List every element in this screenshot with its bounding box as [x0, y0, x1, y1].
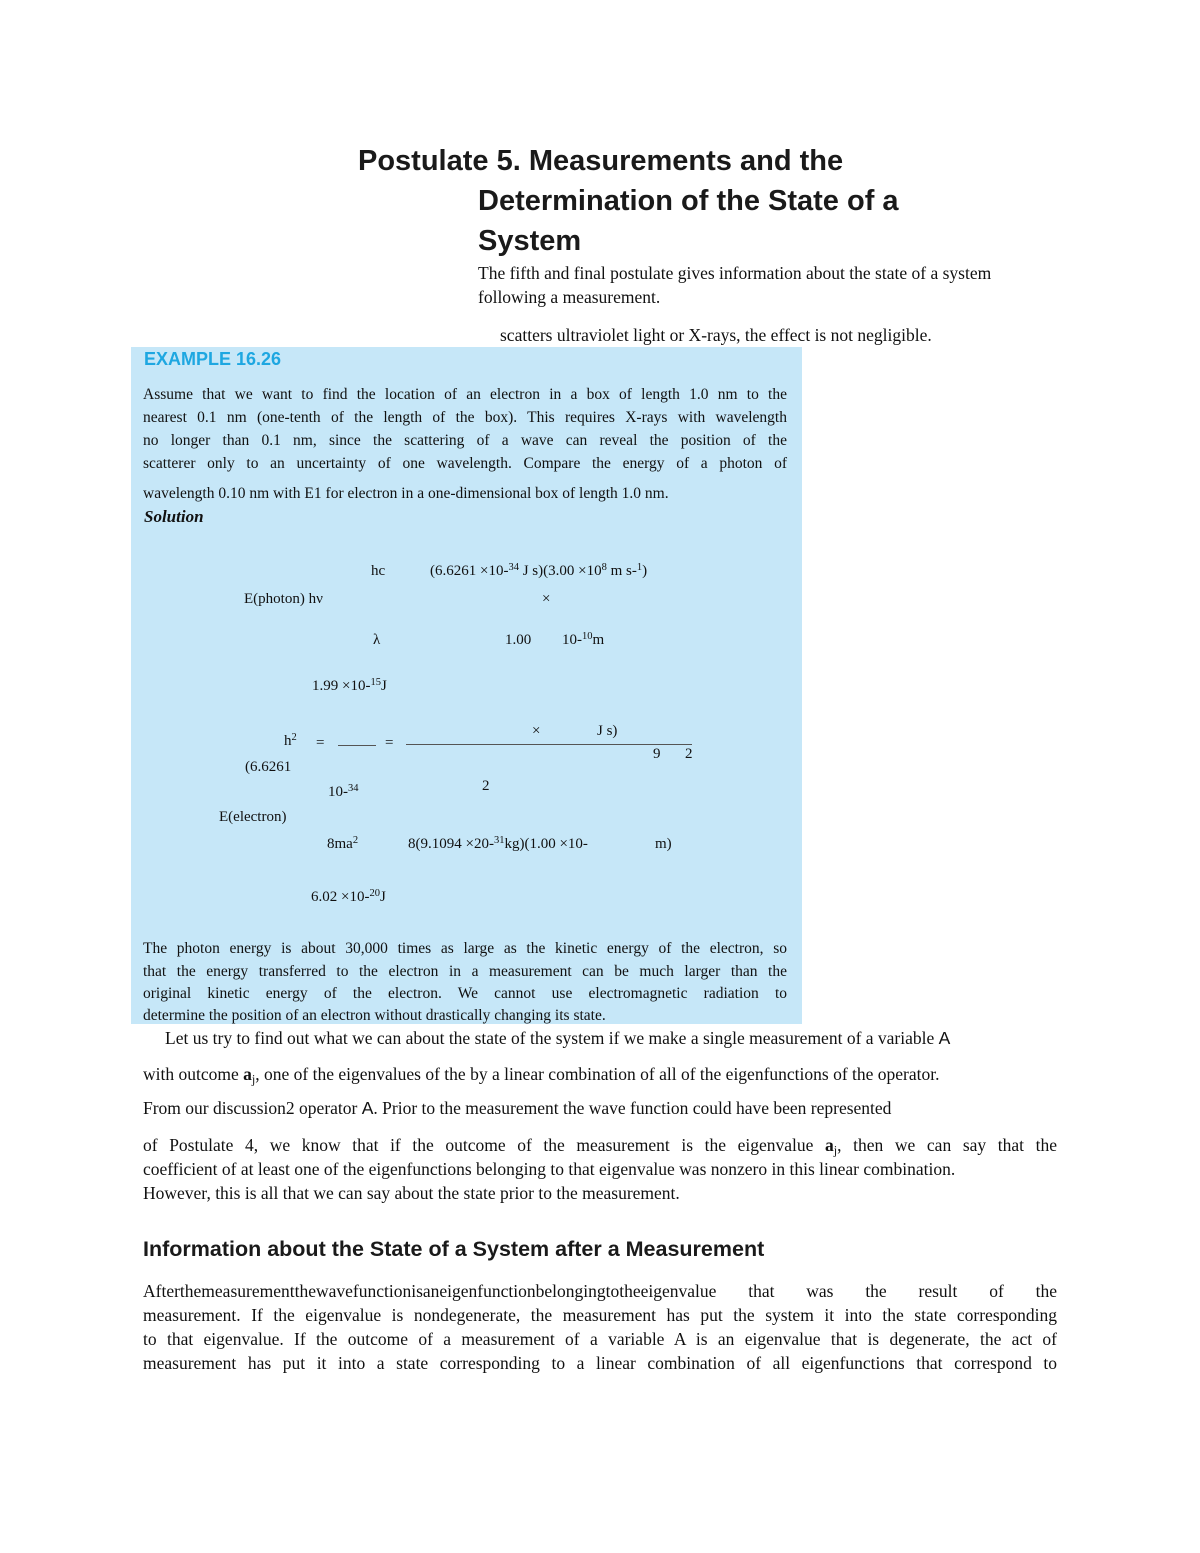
eq2-lhs: E(electron) [219, 809, 287, 825]
eq2-times: × [532, 723, 541, 739]
eq1-denominator-b: 10-$^{10}$m [562, 630, 605, 648]
solution-label: Solution [144, 507, 204, 526]
intro-text-line-2: following a measurement. [478, 287, 661, 307]
section-line-3: to that eigenvalue. If the outcome of a measurement of a variable A is an eigenvalue that is degenerate, the act of [143, 1329, 1057, 1349]
example-problem-line-4: scatterer only to an uncertainty of one wavelength. Compare the energy of a photon of [143, 455, 787, 472]
eq1-denominator-a: 1.00 [505, 632, 532, 648]
example-conclusion-line-3: original kinetic energy of the electron. We cannot use electromagnetic radiation to [143, 985, 787, 1002]
page-title-line-1: Postulate 5. Measurements and the [358, 145, 844, 177]
eq1-times: × [542, 591, 551, 607]
eq2-value: (6.6261 [245, 759, 292, 775]
example-conclusion-line-1: The photon energy is about 30,000 times as large as the kinetic energy of the electron, so [143, 940, 787, 957]
example-problem-line-5: wavelength 0.10 nm with E1 for electron in a one-dimensional box of length 1.0 nm. [143, 485, 669, 502]
eq2-equals-a: = [316, 735, 325, 751]
intro-text-line-1: The fifth and final postulate gives information about the state of a system [478, 263, 992, 283]
eq2-h-squared: $h^2$ [284, 731, 297, 749]
eq2-ten-power: 10-$^{34}$ [328, 782, 359, 800]
eq2-two-right: 2 [685, 746, 693, 762]
eq2-two-mid: 2 [482, 778, 490, 794]
eq2-fraction-bar-short [338, 745, 376, 746]
eq2-nine: 9 [653, 746, 661, 762]
example-title: EXAMPLE 16.26 [144, 349, 282, 369]
eq2-denominator-end: m) [655, 836, 672, 852]
eq2-equals-b: = [385, 735, 394, 751]
eq1-numerator: (6.6261 ×10-$^{34}$ J $s)(3.00 \times 10^8$ m s-$^1$) [430, 561, 648, 579]
page-title-line-3: System [478, 225, 582, 257]
body-line-4: of Postulate 4, we know that if the outcome of the measurement is the eigenvalue $a_j$, then we can say that the [143, 1135, 1057, 1158]
eq1-result: 1.99 ×10-$^{15}$J [312, 676, 387, 694]
body-line-3: From our discussion2 operator A. Prior to the measurement the wave function could have been represented [143, 1098, 892, 1118]
eq2-js: J s) [597, 723, 618, 739]
example-conclusion-line-4: determine the position of an electron without drastically changing its state. [143, 1007, 606, 1024]
section-line-2: measurement. If the eigenvalue is nondegenerate, the measurement has put the system it into the state corresponding [143, 1305, 1057, 1325]
example-problem-line-3: no longer than 0.1 nm, since the scattering of a wave can reveal the position of the [143, 432, 787, 449]
eq1-lhs: E(photon) hν [244, 591, 323, 607]
section-line-1: Afterthemeasurementthewavefunctionisaneigenfunctionbelongingtotheeigenvalue that was the result of the [143, 1281, 1057, 1301]
example-problem-line-1: Assume that we want to find the location of an electron in a box of length 1.0 nm to the [143, 386, 787, 403]
eq2-denominator-left: $8ma^2$ [327, 834, 359, 852]
section-line-4: measurement has put it into a state corresponding to a linear combination of all eigenfunctions that correspond to [143, 1353, 1057, 1373]
eq2-result: 6.02 ×10-$^{20}$J [311, 887, 386, 905]
page-title-line-2: Determination of the State of a [478, 185, 899, 217]
eq1-lambda: λ [373, 632, 381, 648]
example-problem-line-2: nearest 0.1 nm (one-tenth of the length of the box). This requires X-rays with wavelength [143, 409, 787, 426]
body-line-1: Let us try to find out what we can about the state of the system if we make a single measurement of a variable A [165, 1028, 951, 1048]
body-line-2: with outcome $a_j$, one of the eigenvalues of the by a linear combination of all of the eigenfunctions of the operator. [143, 1064, 940, 1087]
body-line-6: However, this is all that we can say about the state prior to the measurement. [143, 1183, 680, 1203]
eq2-denominator-right: 8(9.1094 ×20-$^{31}$kg)(1.00 ×10- [408, 834, 588, 852]
example-conclusion-line-2: that the energy transferred to the electron in a measurement can be much larger than the [143, 963, 787, 980]
intro-text-line-3: scatters ultraviolet light or X-rays, the effect is not negligible. [500, 325, 932, 345]
body-line-5: coefficient of at least one of the eigenfunctions belonging to that eigenvalue was nonzero in this linear combination. [143, 1159, 956, 1179]
section-heading: Information about the State of a System after a Measurement [143, 1237, 765, 1261]
eq2-fraction-bar-long [406, 744, 692, 745]
eq1-hc: hc [371, 563, 386, 579]
